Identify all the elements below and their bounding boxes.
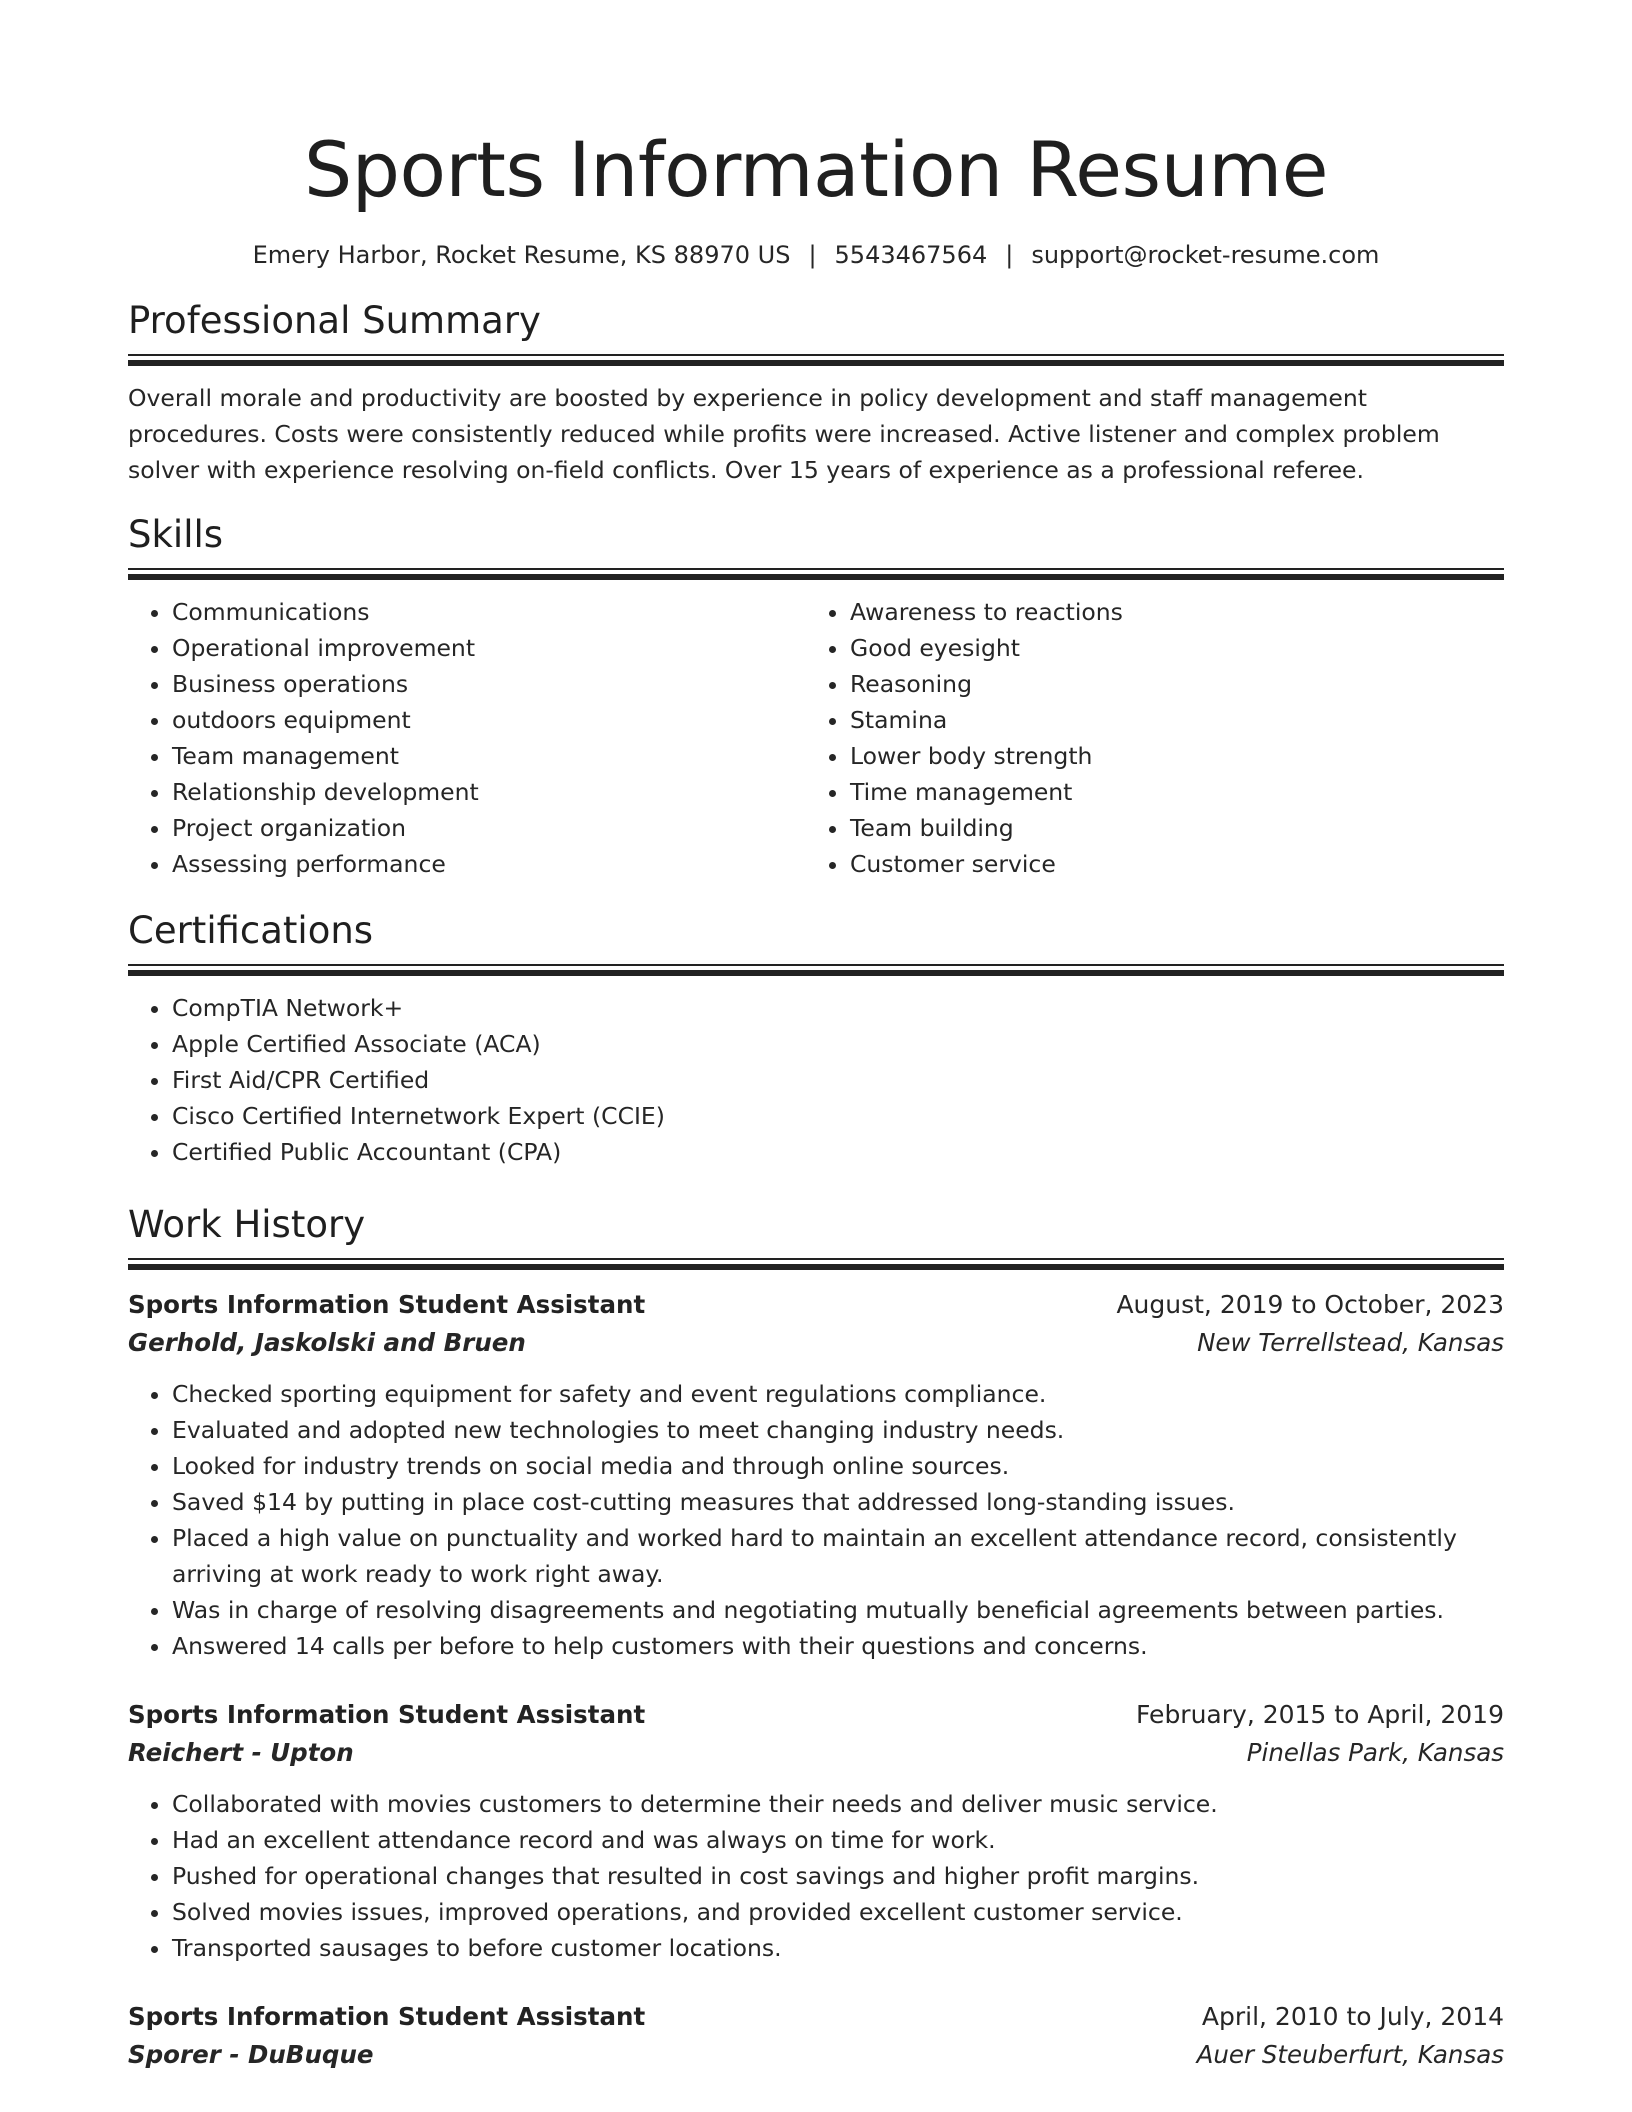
job-company: Gerhold, Jaskolski and Bruen — [128, 1328, 526, 1357]
job-location: New Terrellstead, Kansas — [1197, 1328, 1504, 1357]
contact-address: Emery Harbor, Rocket Resume, KS 88970 US — [252, 241, 791, 269]
skills-grid — [128, 594, 1504, 882]
certifications-heading: Certifications — [128, 909, 374, 952]
job-dates: August, 2019 to October, 2023 — [1116, 1290, 1504, 1319]
job-bullet: • Checked sporting equipment for safety and event regulations compliance. — [172, 1376, 1504, 1412]
job-company: Reichert - Upton — [128, 1738, 354, 1767]
certification-item: • Apple Certified Associate (ACA) — [172, 1026, 1504, 1062]
certification-item: • CompTIA Network+ — [172, 990, 1504, 1026]
job-bullet: • Saved $14 by putting in place cost-cutting measures that addressed long-standing issues. — [172, 1484, 1504, 1520]
summary-heading: Professional Summary — [128, 299, 541, 342]
job-subheader — [128, 2036, 1504, 2074]
job-header — [128, 1286, 1504, 1324]
contact-email[interactable]: support@rocket-resume.com — [1031, 241, 1380, 269]
job-location: Auer Steuberfurt, Kansas — [1196, 2040, 1504, 2069]
certifications-section — [128, 908, 1504, 1170]
job-title: Sports Information Student Assistant — [128, 2002, 646, 2031]
skill-item: • Lower body strength — [850, 738, 1484, 774]
skill-item: • Communications — [172, 594, 806, 630]
skill-item: • Team building — [850, 810, 1484, 846]
job-subheader — [128, 1324, 1504, 1362]
skill-item: • Stamina — [850, 702, 1484, 738]
skill-item: • outdoors equipment — [172, 702, 806, 738]
job-bullet: • Pushed for operational changes that resulted in cost savings and higher profit margins. — [172, 1858, 1504, 1894]
job-bullet: • Looked for industry trends on social media and through online sources. — [172, 1448, 1504, 1484]
job-title: Sports Information Student Assistant — [128, 1700, 646, 1729]
skill-item: • Project organization — [172, 810, 806, 846]
job-entry — [128, 1286, 1504, 1664]
job-bullets — [128, 1376, 1504, 1664]
job-header — [128, 1696, 1504, 1734]
certification-item: • First Aid/CPR Certified — [172, 1062, 1504, 1098]
contact-separator: | — [1005, 241, 1014, 269]
job-entry — [128, 1696, 1504, 1966]
job-bullet: • Evaluated and adopted new technologies to meet changing industry needs. — [172, 1412, 1504, 1448]
job-title: Sports Information Student Assistant — [128, 1290, 646, 1319]
skills-list-right — [806, 594, 1484, 882]
work-section — [128, 1202, 1504, 2074]
skill-item: • Good eyesight — [850, 630, 1484, 666]
contact-line — [128, 238, 1504, 272]
job-bullet: • Placed a high value on punctuality and worked hard to maintain an excellent attendance record, consistently arriving at work ready to work right away. — [172, 1520, 1504, 1592]
skill-item: • Awareness to reactions — [850, 594, 1484, 630]
job-bullet: • Solved movies issues, improved operations, and provided excellent customer service. — [172, 1894, 1504, 1930]
job-entry — [128, 1998, 1504, 2074]
certifications-list — [128, 990, 1504, 1170]
section-divider — [128, 354, 1504, 366]
certification-item: • Cisco Certified Internetwork Expert (CCIE) — [172, 1098, 1504, 1134]
job-bullet: • Was in charge of resolving disagreements and negotiating mutually beneficial agreements between parties. — [172, 1592, 1504, 1628]
job-dates: February, 2015 to April, 2019 — [1136, 1700, 1504, 1729]
job-subheader — [128, 1734, 1504, 1772]
skills-list-left — [128, 594, 806, 882]
job-bullet: • Had an excellent attendance record and was always on time for work. — [172, 1822, 1504, 1858]
summary-text: Overall morale and productivity are boosted by experience in policy development and staff management procedures. Costs were consistently reduced while profits were increased. Active listener and complex problem solver with experience resolving on-field conflicts. Over 15 years of experience as a professional referee. — [128, 384, 1440, 484]
job-bullets — [128, 1786, 1504, 1966]
work-heading: Work History — [128, 1203, 366, 1246]
resume-title: Sports Information Resume — [303, 125, 1329, 214]
skill-item: • Reasoning — [850, 666, 1484, 702]
contact-phone: 5543467564 — [834, 241, 988, 269]
job-bullet: • Transported sausages to before customer locations. — [172, 1930, 1504, 1966]
job-bullet: • Answered 14 calls per before to help customers with their questions and concerns. — [172, 1628, 1504, 1664]
job-bullet: • Collaborated with movies customers to determine their needs and deliver music service. — [172, 1786, 1504, 1822]
job-location: Pinellas Park, Kansas — [1246, 1738, 1504, 1767]
section-divider — [128, 1258, 1504, 1270]
resume-page — [128, 120, 1504, 2074]
skills-section — [128, 512, 1504, 882]
contact-separator: | — [808, 241, 817, 269]
skill-item: • Operational improvement — [172, 630, 806, 666]
job-dates: April, 2010 to July, 2014 — [1201, 2002, 1504, 2031]
skill-item: • Relationship development — [172, 774, 806, 810]
skill-item: • Assessing performance — [172, 846, 806, 882]
skill-item: • Business operations — [172, 666, 806, 702]
certification-item: • Certified Public Accountant (CPA) — [172, 1134, 1504, 1170]
skill-item: • Team management — [172, 738, 806, 774]
section-divider — [128, 964, 1504, 976]
job-company: Sporer - DuBuque — [128, 2040, 374, 2069]
skill-item: • Time management — [850, 774, 1484, 810]
skill-item: • Customer service — [850, 846, 1484, 882]
skills-heading: Skills — [128, 513, 224, 556]
summary-section — [128, 298, 1504, 488]
section-divider — [128, 568, 1504, 580]
job-header — [128, 1998, 1504, 2036]
